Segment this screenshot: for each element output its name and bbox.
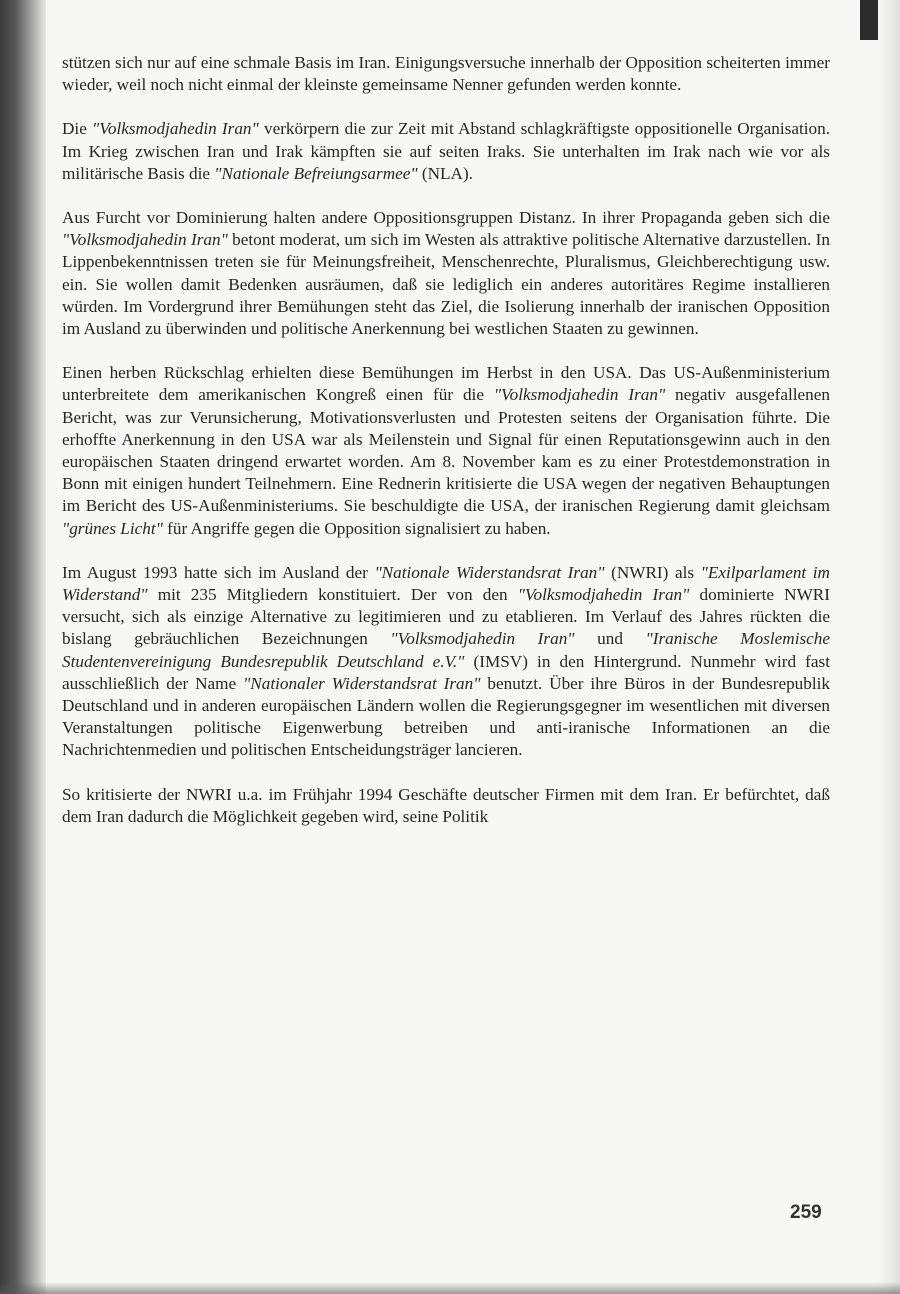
paragraph <box>62 52 830 96</box>
paragraph <box>62 207 830 340</box>
italic-term: "Iranische Moslemische Studentenvereinigung Bundesrepublik Deutschland e.V." <box>62 629 831 671</box>
text-run: dominierte NWRI versucht, sich als einzige Alternative zu legitimieren und zu etablieren. Im Verlauf des Jahres rückten die bislang gebräuchlichen Bezeichnungen <box>62 585 830 649</box>
text-run: (NLA). <box>417 163 473 183</box>
italic-term: "Nationale Befreiungsarmee" <box>214 163 418 183</box>
paragraph <box>62 784 830 828</box>
page-edge <box>878 0 900 1294</box>
text-run: So kritisierte der NWRI u.a. im Frühjahr 1994 Geschäfte deutscher Firmen mit dem Iran. Er befürchtet, daß dem Iran dadurch die Möglichkeit gegeben wird, seine Politik <box>62 784 830 826</box>
text-run: und <box>574 629 646 649</box>
italic-term: "Volksmodjahedin Iran" <box>493 385 666 405</box>
italic-term: "Volksmodjahedin Iran" <box>92 119 259 139</box>
text-run: betont moderat, um sich im Westen als attraktive politische Alternative darzustellen. In Lippenbekenntnissen treten sie für Meinungsfreiheit, Menschenrechte, Pluralismus, Gleichberechtigung usw. ein. Sie wollen damit Bedenken ausräumen, daß sie lediglich ein anderes autoritäres Regime installieren würden. Im Vordergrund ihrer Bemühungen steht das Ziel, die Isolierung innerhalb der iranischen Opposition im Ausland zu überwinden und politische Anerkennung bei westlichen Staaten zu gewinnen. <box>62 230 830 339</box>
paragraph <box>62 118 830 185</box>
italic-term: "Volksmodjahedin Iran" <box>62 230 228 250</box>
text-run: (NWRI) als <box>604 562 701 582</box>
text-run: verkörpern die zur Zeit mit Abstand schlagkräftigste oppositionelle Organisation. Im Krieg zwischen Iran und Irak kämpften sie auf seiten Iraks. Sie unterhalten im Irak nach wie vor als militärische Basis die <box>62 119 831 183</box>
page-number: 259 <box>790 1202 822 1223</box>
text-run: für Angriffe gegen die Opposition signalisiert zu haben. <box>162 518 551 538</box>
book-spine-shadow <box>0 0 46 1294</box>
italic-term: "Volksmodjahedin Iran" <box>517 585 690 605</box>
text-run: benutzt. Über ihre Büros in der Bundesrepublik Deutschland und in anderen europäischen Ländern wollen die Regierungsgegner im wesentlichen mit diversen Veranstaltungen politische Eigenwerbung betreiben und anti-iranische Informationen an die Nachrichtenmedien und politischen Entscheidungsträger lancieren. <box>62 673 830 760</box>
text-run: Die <box>62 119 93 139</box>
page-bottom-shadow <box>0 1282 900 1294</box>
paragraph <box>62 362 830 540</box>
italic-term: "Nationaler Widerstandsrat Iran" <box>243 673 481 693</box>
text-run: Einen herben Rückschlag erhielten diese Bemühungen im Herbst in den USA. Das US-Außenministerium unterbreitete dem amerikanischen Kongreß einen für die <box>62 363 830 405</box>
text-run: stützen sich nur auf eine schmale Basis im Iran. Einigungsversuche innerhalb der Opposition scheiterten immer wieder, weil noch nicht einmal der kleinste gemeinsame Nenner gefunden werden konnte. <box>62 53 830 95</box>
italic-term: "Nationale Widerstandsrat Iran" <box>374 562 605 582</box>
paragraph <box>62 562 830 762</box>
text-run: Im August 1993 hatte sich im Ausland der <box>62 562 375 582</box>
text-run: mit 235 Mitgliedern konstituiert. Der von den <box>147 585 518 605</box>
italic-term: "Volksmodjahedin Iran" <box>390 629 575 649</box>
italic-term: "Exilparlament im Widerstand" <box>62 562 830 605</box>
body-text <box>62 52 830 850</box>
text-run: Aus Furcht vor Dominierung halten andere Oppositionsgruppen Distanz. In ihrer Propaganda geben sich die <box>62 208 830 228</box>
italic-term: "grünes Licht" <box>62 518 163 538</box>
text-run: (IMSV) in den Hintergrund. Nunmehr wird fast ausschließlich der Name <box>62 651 830 693</box>
text-run: negativ ausgefallenen Bericht, was zur Verunsicherung, Motivationsverlusten und Protesten seitens der Organisation führte. Die erhoffte Anerkennung in den USA war als Meilenstein und Signal für einen Reputationsgewinn auch in den europäischen Staaten dringend erwartet worden. Am 8. November kam es zu einer Protestdemonstration in Bonn mit einigen hundert Teilnehmern. Eine Rednerin kritisierte die USA wegen der negativen Behauptungen im Bericht des US-Außenministeriums. Sie beschuldigte die USA, der iranischen Regierung damit gleichsam <box>62 385 830 516</box>
